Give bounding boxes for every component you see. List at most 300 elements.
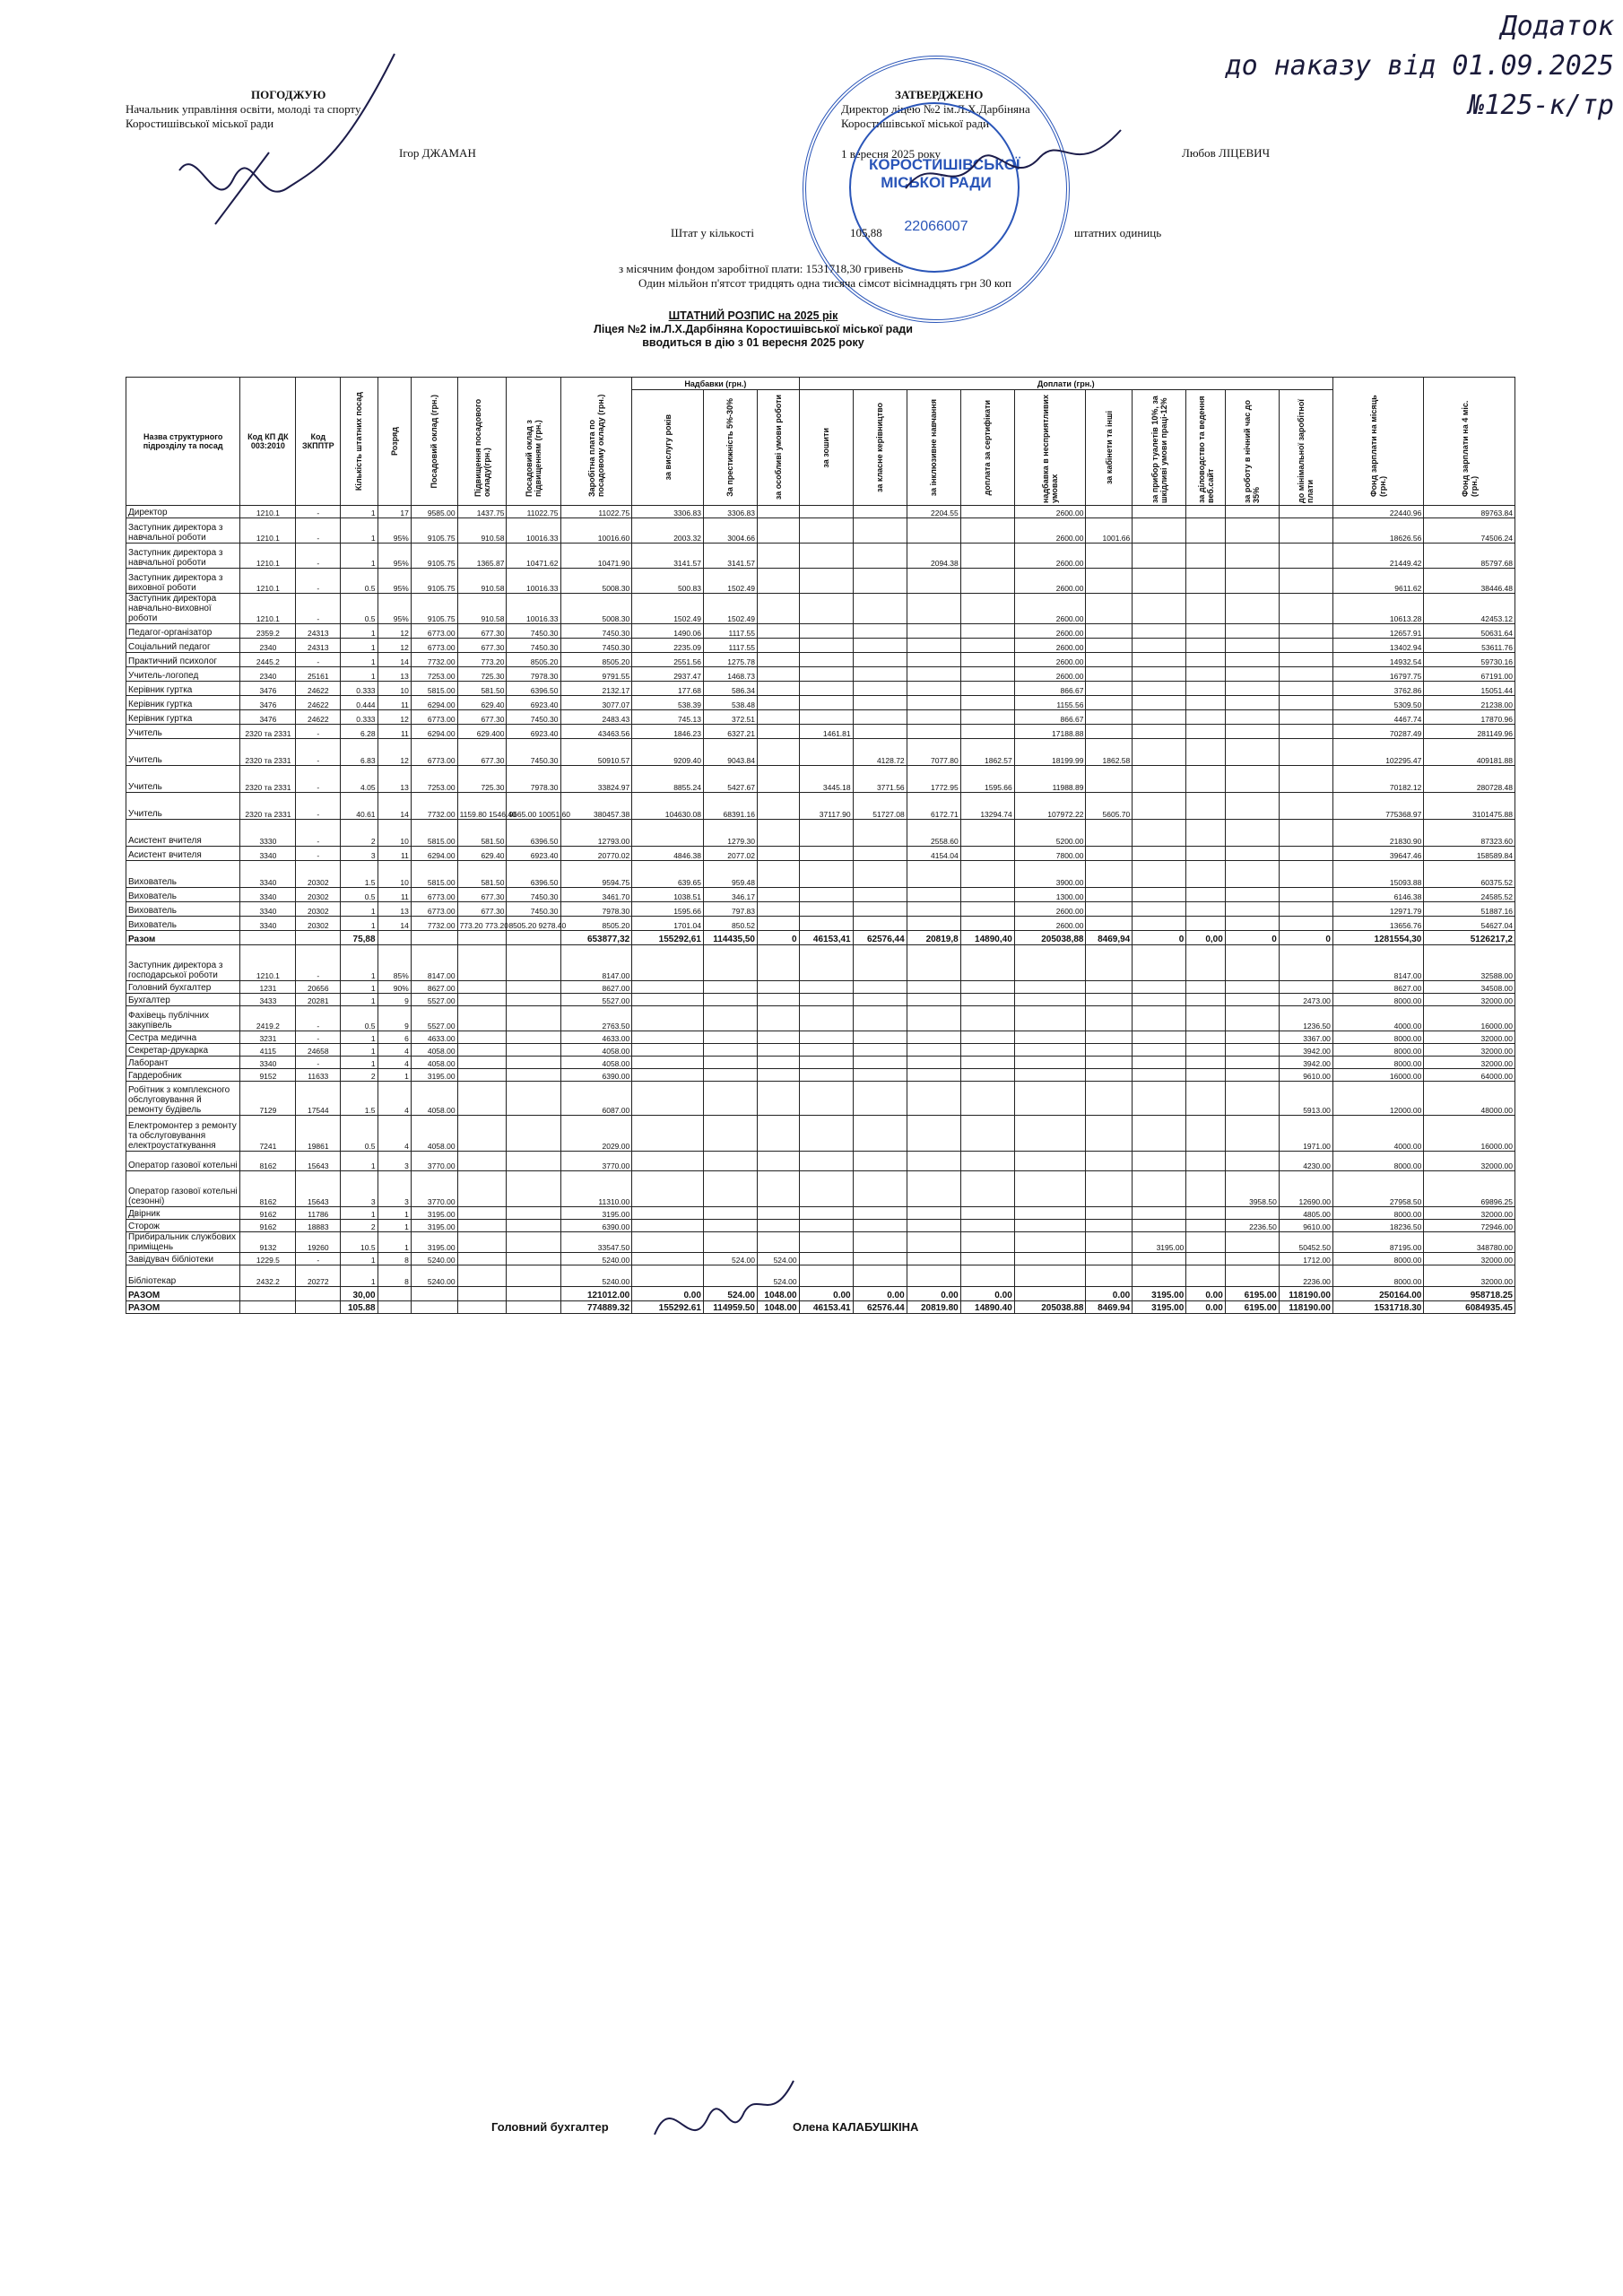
table-cell xyxy=(457,981,507,994)
table-cell xyxy=(1225,820,1279,847)
table-cell xyxy=(703,1265,757,1287)
table-cell xyxy=(799,861,853,888)
table-cell: 14932.54 xyxy=(1332,653,1423,667)
table-cell: 5527.00 xyxy=(560,994,632,1006)
table-cell xyxy=(1186,1220,1225,1232)
position-name: Керівник гуртка xyxy=(126,710,240,725)
table-cell: 2235.09 xyxy=(632,639,704,653)
table-cell: 775368.97 xyxy=(1332,793,1423,820)
table-cell: 15093.88 xyxy=(1332,861,1423,888)
table-cell: 910.58 xyxy=(457,594,507,624)
table-cell: 9594.75 xyxy=(560,861,632,888)
table-cell: 51727.08 xyxy=(853,793,907,820)
col-header: За престижність 5%-30% xyxy=(703,390,757,506)
table-cell xyxy=(1014,1232,1086,1253)
table-cell: 6172.71 xyxy=(907,793,960,820)
table-cell: 9610.00 xyxy=(1279,1220,1332,1232)
table-cell: 1 xyxy=(341,544,378,569)
table-cell xyxy=(507,1116,560,1152)
staff-count: 105,88 xyxy=(850,226,882,239)
table-cell: 0,00 xyxy=(1186,931,1225,945)
table-cell: 774889.32 xyxy=(560,1301,632,1314)
table-cell: 7450.30 xyxy=(507,639,560,653)
table-cell: 1712.00 xyxy=(1279,1253,1332,1265)
table-row xyxy=(126,1044,1515,1057)
table-cell: 14890,40 xyxy=(960,931,1014,945)
table-cell: 8000.00 xyxy=(1332,1152,1423,1171)
table-cell: 4128.72 xyxy=(853,739,907,766)
position-name: Гардеробник xyxy=(126,1069,240,1082)
table-cell xyxy=(907,624,960,639)
position-name: Керівник гуртка xyxy=(126,682,240,696)
table-cell: 629.40 xyxy=(457,847,507,861)
table-cell: 32000.00 xyxy=(1424,1265,1515,1287)
table-cell xyxy=(1225,1207,1279,1220)
table-cell: 6390.00 xyxy=(560,1220,632,1232)
table-cell xyxy=(907,917,960,931)
table-cell xyxy=(757,506,799,518)
col-header: Розряд xyxy=(378,378,411,506)
table-cell xyxy=(757,594,799,624)
table-cell xyxy=(703,1069,757,1082)
table-cell: 1461.81 xyxy=(799,725,853,739)
table-cell xyxy=(757,981,799,994)
table-cell: 538.48 xyxy=(703,696,757,710)
table-cell: 866.67 xyxy=(1014,710,1086,725)
table-cell: 9611.62 xyxy=(1332,569,1423,594)
table-row xyxy=(126,861,1515,888)
table-cell: 19260 xyxy=(296,1232,341,1253)
table-cell: 372.51 xyxy=(703,710,757,725)
table-cell: 13656.76 xyxy=(1332,917,1423,931)
position-name: Двірник xyxy=(126,1207,240,1220)
table-cell: 524.00 xyxy=(757,1253,799,1265)
table-cell xyxy=(799,820,853,847)
table-cell xyxy=(1014,1152,1086,1171)
table-cell: 11633 xyxy=(296,1069,341,1082)
table-cell: 8627.00 xyxy=(560,981,632,994)
table-cell xyxy=(960,994,1014,1006)
position-name: Бухгалтер xyxy=(126,994,240,1006)
position-name: Робітник з комплексного обслуговування й ремонту будівель xyxy=(126,1082,240,1116)
table-cell: 3942.00 xyxy=(1279,1044,1332,1057)
table-cell xyxy=(1086,1031,1133,1044)
table-cell xyxy=(1086,1220,1133,1232)
table-cell xyxy=(907,981,960,994)
table-cell: 677.30 xyxy=(457,624,507,639)
table-cell: 8 xyxy=(378,1265,411,1287)
table-cell: 2432.2 xyxy=(240,1265,296,1287)
table-cell: 20302 xyxy=(296,902,341,917)
table-cell xyxy=(757,945,799,981)
table-cell: 639.65 xyxy=(632,861,704,888)
table-cell xyxy=(1133,994,1186,1006)
table-cell: 1502.49 xyxy=(703,569,757,594)
table-cell xyxy=(632,1057,704,1069)
table-cell: 9665.00 10051.60 xyxy=(507,793,560,820)
table-cell: 10016.60 xyxy=(560,518,632,544)
approval-name: Ігор ДЖАМАН xyxy=(399,146,476,160)
table-cell: 18626.56 xyxy=(1332,518,1423,544)
table-cell xyxy=(799,653,853,667)
table-cell: 4000.00 xyxy=(1332,1006,1423,1031)
table-cell xyxy=(799,1044,853,1057)
table-cell: 1 xyxy=(341,981,378,994)
table-cell xyxy=(1225,1069,1279,1082)
table-cell: 14 xyxy=(378,917,411,931)
table-cell xyxy=(632,994,704,1006)
table-cell xyxy=(1279,506,1332,518)
table-cell: 4154.04 xyxy=(907,847,960,861)
table-cell xyxy=(1133,696,1186,710)
table-cell: 1 xyxy=(341,1031,378,1044)
table-cell xyxy=(1186,569,1225,594)
table-cell xyxy=(1133,981,1186,994)
table-cell xyxy=(1086,1265,1133,1287)
table-cell: 13 xyxy=(378,667,411,682)
table-cell xyxy=(1133,1006,1186,1031)
table-cell xyxy=(960,917,1014,931)
table-cell: 95% xyxy=(378,544,411,569)
table-cell xyxy=(1225,994,1279,1006)
table-cell xyxy=(1186,1232,1225,1253)
table-cell xyxy=(1133,624,1186,639)
table-cell xyxy=(1133,847,1186,861)
table-cell xyxy=(757,1044,799,1057)
table-row xyxy=(126,1057,1515,1069)
table-cell xyxy=(907,710,960,725)
table-cell xyxy=(757,1057,799,1069)
table-cell: 37117.90 xyxy=(799,793,853,820)
table-cell xyxy=(960,1057,1014,1069)
table-cell xyxy=(907,1171,960,1207)
col-header: надбавка в несприятливих умовах xyxy=(1014,390,1086,506)
table-cell xyxy=(1133,594,1186,624)
table-cell xyxy=(632,1207,704,1220)
table-cell: 1.5 xyxy=(341,861,378,888)
table-cell: 586.34 xyxy=(703,682,757,696)
table-cell xyxy=(457,1069,507,1082)
table-cell xyxy=(1133,1057,1186,1069)
position-name: Учитель xyxy=(126,793,240,820)
table-cell: 12793.00 xyxy=(560,820,632,847)
table-cell xyxy=(1225,793,1279,820)
table-cell xyxy=(853,653,907,667)
table-cell: 1 xyxy=(341,653,378,667)
table-cell: - xyxy=(296,1006,341,1031)
table-cell xyxy=(296,1301,341,1314)
table-cell: 1595.66 xyxy=(632,902,704,917)
table-cell xyxy=(632,1069,704,1082)
table-cell: 8627.00 xyxy=(411,981,457,994)
table-cell: 11786 xyxy=(296,1207,341,1220)
table-cell: 2320 та 2331 xyxy=(240,739,296,766)
table-cell: 1210.1 xyxy=(240,506,296,518)
table-cell: 121012.00 xyxy=(560,1287,632,1301)
table-cell: 105.88 xyxy=(341,1301,378,1314)
table-cell xyxy=(1014,1287,1086,1301)
table-cell: 3340 xyxy=(240,847,296,861)
table-cell xyxy=(1133,639,1186,653)
table-cell: 1862.58 xyxy=(1086,739,1133,766)
table-cell: 32000.00 xyxy=(1424,1031,1515,1044)
table-cell xyxy=(1225,1116,1279,1152)
table-cell xyxy=(907,1044,960,1057)
table-cell xyxy=(1086,902,1133,917)
table-cell: 6923.40 xyxy=(507,696,560,710)
table-cell: 6923.40 xyxy=(507,725,560,739)
table-cell xyxy=(907,861,960,888)
table-cell xyxy=(1014,1069,1086,1082)
table-cell xyxy=(1186,1265,1225,1287)
table-cell: 3340 xyxy=(240,1057,296,1069)
col-header: Посадовий оклад з підвищенням (грн.) xyxy=(507,378,560,506)
table-cell xyxy=(1225,1253,1279,1265)
table-cell xyxy=(1279,653,1332,667)
table-cell: 1701.04 xyxy=(632,917,704,931)
table-row xyxy=(126,594,1515,624)
table-cell xyxy=(799,544,853,569)
table-cell xyxy=(1225,945,1279,981)
table-cell: 3770.00 xyxy=(411,1152,457,1171)
table-cell xyxy=(853,861,907,888)
table-cell: 2600.00 xyxy=(1014,506,1086,518)
table-cell xyxy=(632,1116,704,1152)
table-cell: 9043.84 xyxy=(703,739,757,766)
fund-line: з місячним фондом заробітної плати: 1531718,30 гривень xyxy=(619,262,904,275)
position-name: Оператор газової котельні (сезонні) xyxy=(126,1171,240,1207)
table-cell: 2320 та 2331 xyxy=(240,725,296,739)
table-cell xyxy=(1279,861,1332,888)
confirmation-line: Коростишівської міської ради xyxy=(841,117,990,130)
table-cell xyxy=(853,945,907,981)
table-cell: - xyxy=(296,725,341,739)
table-cell xyxy=(960,624,1014,639)
table-cell xyxy=(411,931,457,945)
table-cell xyxy=(1133,725,1186,739)
table-cell xyxy=(457,1220,507,1232)
table-cell: 24622 xyxy=(296,710,341,725)
table-cell xyxy=(907,1116,960,1152)
table-cell xyxy=(1086,1253,1133,1265)
table-cell xyxy=(457,1031,507,1044)
table-cell: 1117.55 xyxy=(703,639,757,653)
table-cell: 2558.60 xyxy=(907,820,960,847)
table-cell xyxy=(1279,725,1332,739)
table-cell: 2600.00 xyxy=(1014,902,1086,917)
table-cell xyxy=(1133,1116,1186,1152)
table-cell: 910.58 xyxy=(457,518,507,544)
table-cell xyxy=(1186,1031,1225,1044)
table-cell xyxy=(853,1069,907,1082)
table-cell xyxy=(853,1207,907,1220)
table-cell: 0.5 xyxy=(341,594,378,624)
table-cell xyxy=(703,994,757,1006)
table-cell: 9 xyxy=(378,1006,411,1031)
table-cell: - xyxy=(296,594,341,624)
table-cell xyxy=(703,1232,757,1253)
table-cell: 20819,8 xyxy=(907,931,960,945)
table-cell: 12690.00 xyxy=(1279,1171,1332,1207)
table-cell: 54627.04 xyxy=(1424,917,1515,931)
table-cell xyxy=(1186,594,1225,624)
table-cell: 7450.30 xyxy=(507,739,560,766)
table-cell: 0.00 xyxy=(1186,1301,1225,1314)
table-cell xyxy=(853,1031,907,1044)
table-cell xyxy=(907,725,960,739)
table-cell: 59730.16 xyxy=(1424,653,1515,667)
table-cell: 8505.20 9278.40 xyxy=(507,917,560,931)
table-cell: 5200.00 xyxy=(1014,820,1086,847)
table-cell xyxy=(1279,518,1332,544)
table-cell: 11 xyxy=(378,725,411,739)
table-cell: - xyxy=(296,1253,341,1265)
table-cell xyxy=(1133,1253,1186,1265)
table-cell xyxy=(960,1044,1014,1057)
table-cell xyxy=(1086,1082,1133,1116)
table-cell xyxy=(1225,696,1279,710)
table-cell: 1 xyxy=(341,1044,378,1057)
table-cell xyxy=(1133,667,1186,682)
table-cell xyxy=(757,902,799,917)
table-cell xyxy=(799,981,853,994)
table-cell: 2600.00 xyxy=(1014,624,1086,639)
table-cell xyxy=(907,1069,960,1082)
table-cell: 32000.00 xyxy=(1424,1044,1515,1057)
table-cell xyxy=(1225,766,1279,793)
table-cell: 8 xyxy=(378,1253,411,1265)
table-cell xyxy=(853,917,907,931)
table-cell xyxy=(1086,544,1133,569)
table-cell: 24313 xyxy=(296,639,341,653)
table-cell xyxy=(1133,1171,1186,1207)
staff-label: Штат у кількості xyxy=(671,226,754,239)
table-cell: 8000.00 xyxy=(1332,1207,1423,1220)
table-cell xyxy=(799,682,853,696)
table-cell xyxy=(507,945,560,981)
table-cell xyxy=(907,1006,960,1031)
table-cell xyxy=(1186,1116,1225,1152)
table-cell xyxy=(457,1044,507,1057)
table-cell xyxy=(757,1232,799,1253)
table-cell: 32588.00 xyxy=(1424,945,1515,981)
table-cell xyxy=(799,1232,853,1253)
table-cell: 677.30 xyxy=(457,710,507,725)
table-cell xyxy=(1225,667,1279,682)
table-cell: 12000.00 xyxy=(1332,1082,1423,1116)
table-cell: 3340 xyxy=(240,902,296,917)
table-cell xyxy=(507,1220,560,1232)
table-cell xyxy=(1279,981,1332,994)
table-cell: 9152 xyxy=(240,1069,296,1082)
table-cell: 12657.91 xyxy=(1332,624,1423,639)
table-cell: 1468.73 xyxy=(703,667,757,682)
table-cell: 8505.20 xyxy=(560,917,632,931)
position-name: Сестра медична xyxy=(126,1031,240,1044)
position-name: Заступник директора з виховної роботи xyxy=(126,569,240,594)
table-cell: 11022.75 xyxy=(507,506,560,518)
col-header: до мінімальної заробітної плати xyxy=(1279,390,1332,506)
table-cell: 2551.56 xyxy=(632,653,704,667)
table-cell xyxy=(1186,506,1225,518)
table-cell: 797.83 xyxy=(703,902,757,917)
table-cell xyxy=(907,639,960,653)
table-cell: 16000.00 xyxy=(1332,1069,1423,1082)
table-cell: 3900.00 xyxy=(1014,861,1086,888)
table-cell: 7450.30 xyxy=(507,902,560,917)
table-cell xyxy=(507,1006,560,1031)
table-cell: 10016.33 xyxy=(507,518,560,544)
table-cell: 6923.40 xyxy=(507,847,560,861)
table-cell xyxy=(1225,594,1279,624)
header-group-row xyxy=(126,378,1515,390)
table-cell xyxy=(1086,667,1133,682)
table-cell xyxy=(1225,981,1279,994)
table-cell: 177.68 xyxy=(632,682,704,696)
table-cell xyxy=(960,506,1014,518)
table-cell: 850.52 xyxy=(703,917,757,931)
table-cell xyxy=(1133,1265,1186,1287)
table-cell xyxy=(960,710,1014,725)
col-header: Підвищення посадового окладу(грн.) xyxy=(457,378,507,506)
table-row xyxy=(126,682,1515,696)
table-cell xyxy=(1133,1044,1186,1057)
table-cell xyxy=(703,945,757,981)
table-cell xyxy=(853,569,907,594)
table-cell xyxy=(960,682,1014,696)
table-cell xyxy=(960,888,1014,902)
table-cell: 38446.48 xyxy=(1424,569,1515,594)
table-cell xyxy=(507,1044,560,1057)
table-row xyxy=(126,945,1515,981)
table-cell xyxy=(632,1031,704,1044)
table-cell: 104630.08 xyxy=(632,793,704,820)
table-cell: 0 xyxy=(757,931,799,945)
table-cell xyxy=(632,1152,704,1171)
table-cell: 2236.50 xyxy=(1225,1220,1279,1232)
table-cell: 8000.00 xyxy=(1332,1057,1423,1069)
table-cell xyxy=(960,847,1014,861)
table-cell: 1 xyxy=(341,945,378,981)
table-cell xyxy=(1279,820,1332,847)
table-cell: 281149.96 xyxy=(1424,725,1515,739)
table-cell: 2473.00 xyxy=(1279,994,1332,1006)
table-row xyxy=(126,653,1515,667)
table-cell xyxy=(1279,739,1332,766)
title-sub: вводиться в дію з 01 вересня 2025 року xyxy=(642,336,864,349)
table-cell: 1 xyxy=(341,667,378,682)
table-cell: 1 xyxy=(341,639,378,653)
table-cell: 62576.44 xyxy=(853,1301,907,1314)
position-name: Заступник директора навчально-виховної роботи xyxy=(126,594,240,624)
table-cell: 6396.50 xyxy=(507,682,560,696)
table-cell: 62576,44 xyxy=(853,931,907,945)
table-cell: 8505.20 xyxy=(507,653,560,667)
table-cell: 2132.17 xyxy=(560,682,632,696)
table-cell xyxy=(907,1220,960,1232)
table-cell xyxy=(1014,1044,1086,1057)
table-cell: 1971.00 xyxy=(1279,1116,1332,1152)
table-cell: 7732.00 xyxy=(411,653,457,667)
table-cell xyxy=(757,917,799,931)
position-name: Практичний психолог xyxy=(126,653,240,667)
table-cell: 8147.00 xyxy=(411,945,457,981)
table-cell: 538.39 xyxy=(632,696,704,710)
table-cell: - xyxy=(296,793,341,820)
table-cell xyxy=(1133,506,1186,518)
table-cell: 50452.50 xyxy=(1279,1232,1332,1253)
table-cell xyxy=(1225,544,1279,569)
